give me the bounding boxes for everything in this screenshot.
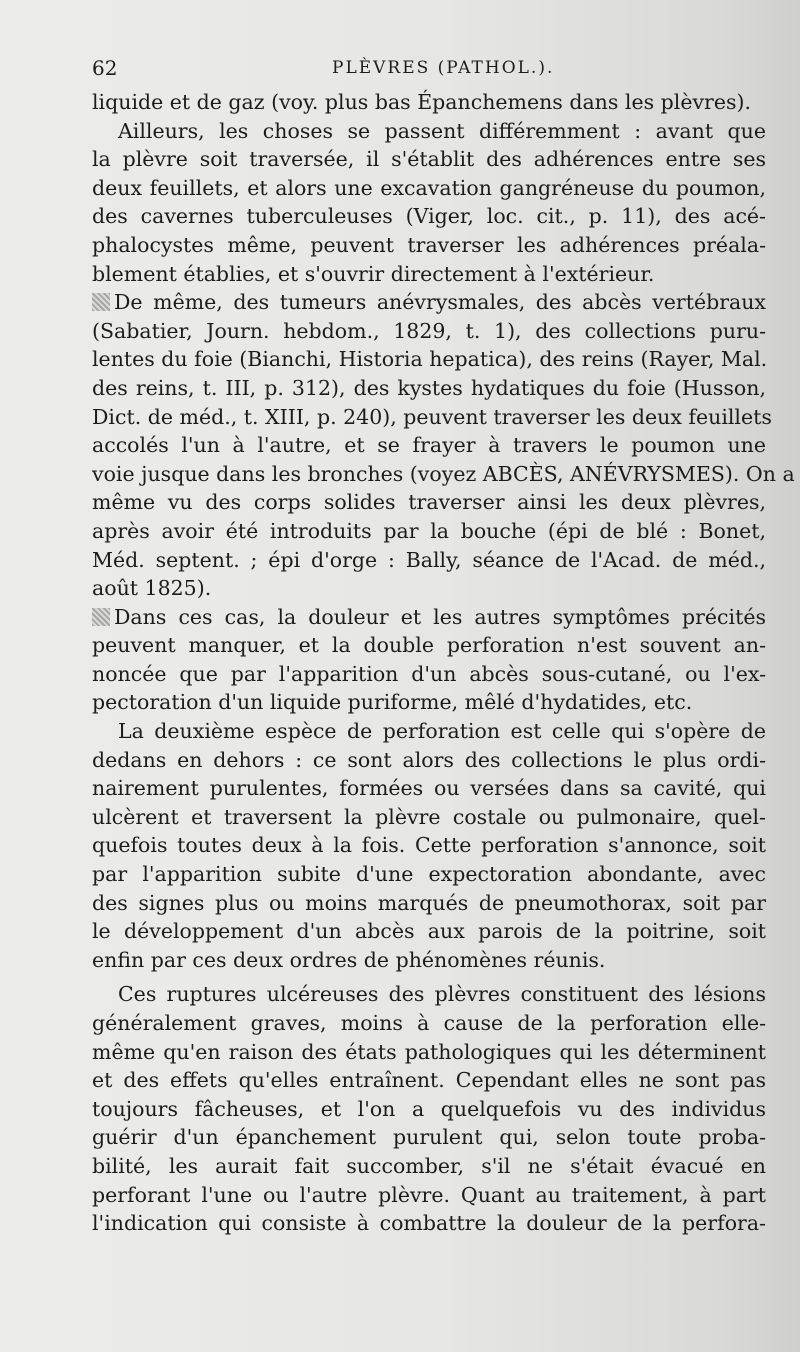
text-line: De même, des tumeurs anévrysmales, des abcès vertébraux [114, 290, 766, 315]
text-line: guérir d'un épanchement purulent qui, selon toute proba- [92, 1125, 766, 1150]
text-line: toujours fâcheuses, et l'on a quelquefois vu des individus [92, 1096, 766, 1121]
text-line: liquide et de gaz (voy. plus bas Épanchemens dans les plèvres). [92, 90, 752, 114]
text-line: phalocystes même, peuvent traverser les adhérences préala- [92, 232, 766, 257]
text-line: même qu'en raison des états pathologiques qui les déterminent [92, 1039, 766, 1064]
body-text [92, 88, 795, 1238]
text-line: enfin par ces deux ordres de phénomènes réunis. [92, 947, 606, 972]
text-line: peuvent manquer, et la double perforation n'est souvent an- [92, 633, 766, 658]
page-header [92, 56, 772, 86]
text-line: blement établies, et s'ouvrir directement à l'extérieur. [92, 261, 655, 286]
text-line: La deuxième espèce de perforation est celle qui s'opère de [118, 719, 766, 744]
text-line: bilité, les aurait fait succomber, s'il ne s'était évacué en [92, 1153, 766, 1178]
text-line: accolés l'un à l'autre, et se frayer à travers le poumon une [92, 433, 766, 458]
text-line: Méd. septent. ; épi d'orge : Bally, séance de l'Acad. de méd., [92, 547, 766, 572]
text-line: ulcèrent et traversent la plèvre costale ou pulmonaire, quel- [92, 804, 766, 829]
ink-stain-marker [92, 293, 110, 311]
text-line: noncée que par l'apparition d'un abcès sous-cutané, ou l'ex- [92, 661, 766, 686]
text-line: Ailleurs, les choses se passent différemment : avant que [118, 118, 766, 143]
text-line: des reins, t. III, p. 312), des kystes hydatiques du foie (Husson, [92, 375, 766, 400]
text-line: voie jusque dans les bronches (voyez ABCÈS, ANÉVRYSMES). On a [92, 461, 795, 486]
page-number: 62 [92, 56, 118, 80]
text-line: dedans en dehors : ce sont alors des collections le plus ordi- [92, 747, 766, 772]
text-line: Ces ruptures ulcéreuses des plèvres constituent des lésions [118, 982, 766, 1007]
text-line-with-marker [92, 288, 766, 317]
text-line: la plèvre soit traversée, il s'établit des adhérences entre ses [92, 147, 766, 172]
text-line: Dict. de méd., t. XIII, p. 240), peuvent traverser les deux feuillets [92, 404, 772, 429]
text-line: et des effets qu'elles entraînent. Cependant elles ne sont pas [92, 1068, 766, 1093]
text-line: lentes du foie (Bianchi, Historia hepatica), des reins (Rayer, Mal. [92, 347, 768, 372]
text-line: pectoration d'un liquide puriforme, mêlé d'hydatides, etc. [92, 690, 693, 715]
text-line: (Sabatier, Journ. hebdom., 1829, t. 1), des collections puru- [92, 318, 766, 343]
text-line: perforant l'une ou l'autre plèvre. Quant au traitement, à part [92, 1182, 766, 1207]
ink-stain-marker [92, 608, 110, 626]
text-line: des signes plus ou moins marqués de pneumothorax, soit par [92, 890, 766, 915]
text-line: août 1825). [92, 576, 212, 601]
text-line: par l'apparition subite d'une expectoration abondante, avec [92, 862, 766, 887]
text-line: même vu des corps solides traverser ainsi les deux plèvres, [92, 490, 766, 515]
text-line-with-marker [92, 603, 766, 632]
text-line: l'indication qui consiste à combattre la douleur de la perfora- [92, 1211, 766, 1236]
text-line: deux feuillets, et alors une excavation gangréneuse du poumon, [92, 175, 766, 200]
text-line: des cavernes tuberculeuses (Viger, loc. cit., p. 11), des acé- [92, 204, 766, 229]
text-line: après avoir été introduits par la bouche (épi de blé : Bonet, [92, 518, 766, 543]
text-line: généralement graves, moins à cause de la perforation elle- [92, 1011, 766, 1035]
running-head: PLÈVRES (PATHOL.). [332, 58, 555, 78]
text-line: le développement d'un abcès aux parois de la poitrine, soit [92, 919, 766, 944]
text-line: nairement purulentes, formées ou versées dans sa cavité, qui [92, 776, 766, 801]
text-line: quefois toutes deux à la fois. Cette perforation s'annonce, soit [92, 833, 766, 858]
text-line: Dans ces cas, la douleur et les autres symptômes précités [114, 604, 766, 629]
